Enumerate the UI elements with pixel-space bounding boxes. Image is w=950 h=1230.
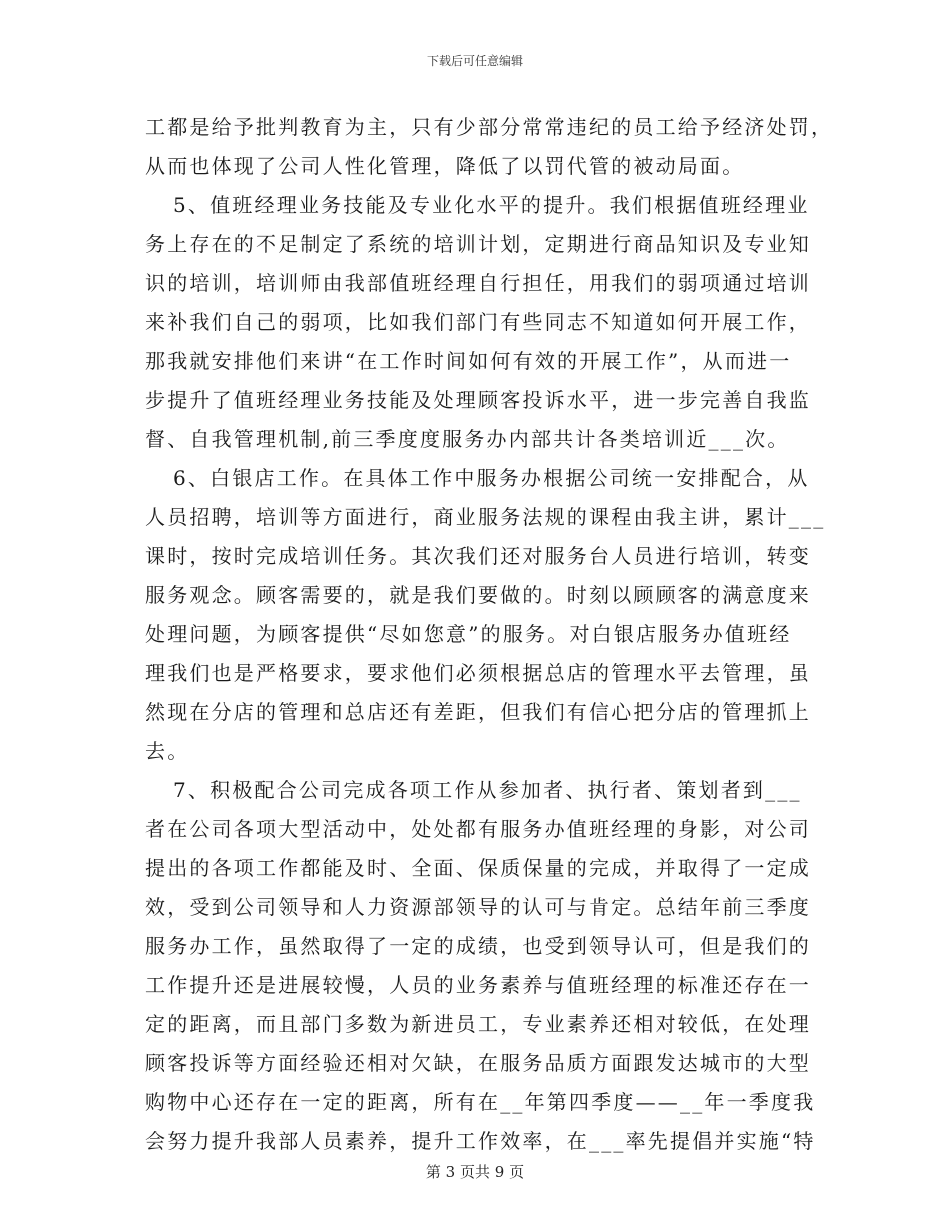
text-line: 从而也体现了公司人性化管理，降低了以罚代管的被动局面。 (145, 154, 745, 178)
page-number: 第 3 页共 9 页 (425, 1163, 525, 1181)
text-line: 效，受到公司领导和人力资源部领导的认可与肯定。总结年前三季度 (145, 895, 811, 919)
paragraph-start-line: 7、积极配合公司完成各项工作从参加者、执行者、策划者到___ (173, 778, 802, 802)
text-line: 服务观念。顾客需要的，就是我们要做的。时刻以顾顾客的满意度来 (145, 583, 811, 607)
text-line: 顾客投诉等方面经验还相对欠缺，在服务品质方面跟发达城市的大型 (145, 1051, 811, 1075)
text-line: 提出的各项工作都能及时、全面、保质保量的完成，并取得了一定成 (145, 856, 811, 880)
text-line: 督、自我管理机制,前三季度度服务办内部共计各类培训近___次。 (145, 427, 790, 451)
text-line: 工作提升还是进展较慢，人员的业务素养与值班经理的标准还存在一 (145, 973, 811, 997)
text-line: 服务办工作，虽然取得了一定的成绩，也受到领导认可，但是我们的 (145, 934, 811, 958)
text-line: 那我就安排他们来讲“在工作时间如何有效的开展工作”，从而进一 (145, 349, 792, 373)
text-line: 会努力提升我部人员素养，提升工作效率，在___率先提倡并实施“特 (145, 1129, 816, 1153)
text-line: 课时，按时完成培训任务。其次我们还对服务台人员进行培训，转变 (145, 544, 811, 568)
text-line: 然现在分店的管理和总店还有差距，但我们有信心把分店的管理抓上 (145, 700, 811, 724)
text-line: 来补我们自己的弱项，比如我们部门有些同志不知道如何开展工作， (145, 310, 811, 334)
text-line: 工都是给予批判教育为主，只有少部分常常违纪的员工给予经济处罚， (145, 115, 834, 139)
text-line: 人员招聘，培训等方面进行，商业服务法规的课程由我主讲，累计___ (145, 505, 826, 529)
text-line: 去。 (145, 739, 190, 763)
text-line: 步提升了值班经理业务技能及处理顾客投诉水平，进一步完善自我监 (145, 388, 811, 412)
paragraph-start-line: 6、白银店工作。在具体工作中服务办根据公司统一安排配合，从 (173, 466, 810, 490)
text-line: 购物中心还存在一定的距离，所有在__年第四季度——__年一季度我 (145, 1090, 816, 1114)
text-line: 处理问题，为顾客提供“尽如您意”的服务。对白银店服务办值班经 (145, 622, 792, 646)
text-line: 务上存在的不足制定了系统的培训计划，定期进行商品知识及专业知 (145, 232, 811, 256)
text-line: 者在公司各项大型活动中，处处都有服务办值班经理的身影，对公司 (145, 817, 811, 841)
text-line: 识的培训，培训师由我部值班经理自行担任，用我们的弱项通过培训 (145, 271, 811, 295)
paragraph-start-line: 5、值班经理业务技能及专业化水平的提升。我们根据值班经理业 (173, 193, 810, 217)
text-line: 定的距离，而且部门多数为新进员工，专业素养还相对较低，在处理 (145, 1012, 811, 1036)
text-line: 理我们也是严格要求，要求他们必须根据总店的管理水平去管理，虽 (145, 661, 811, 685)
page-header-note: 下载后可任意编辑 (426, 54, 523, 68)
document-body (145, 108, 834, 1161)
